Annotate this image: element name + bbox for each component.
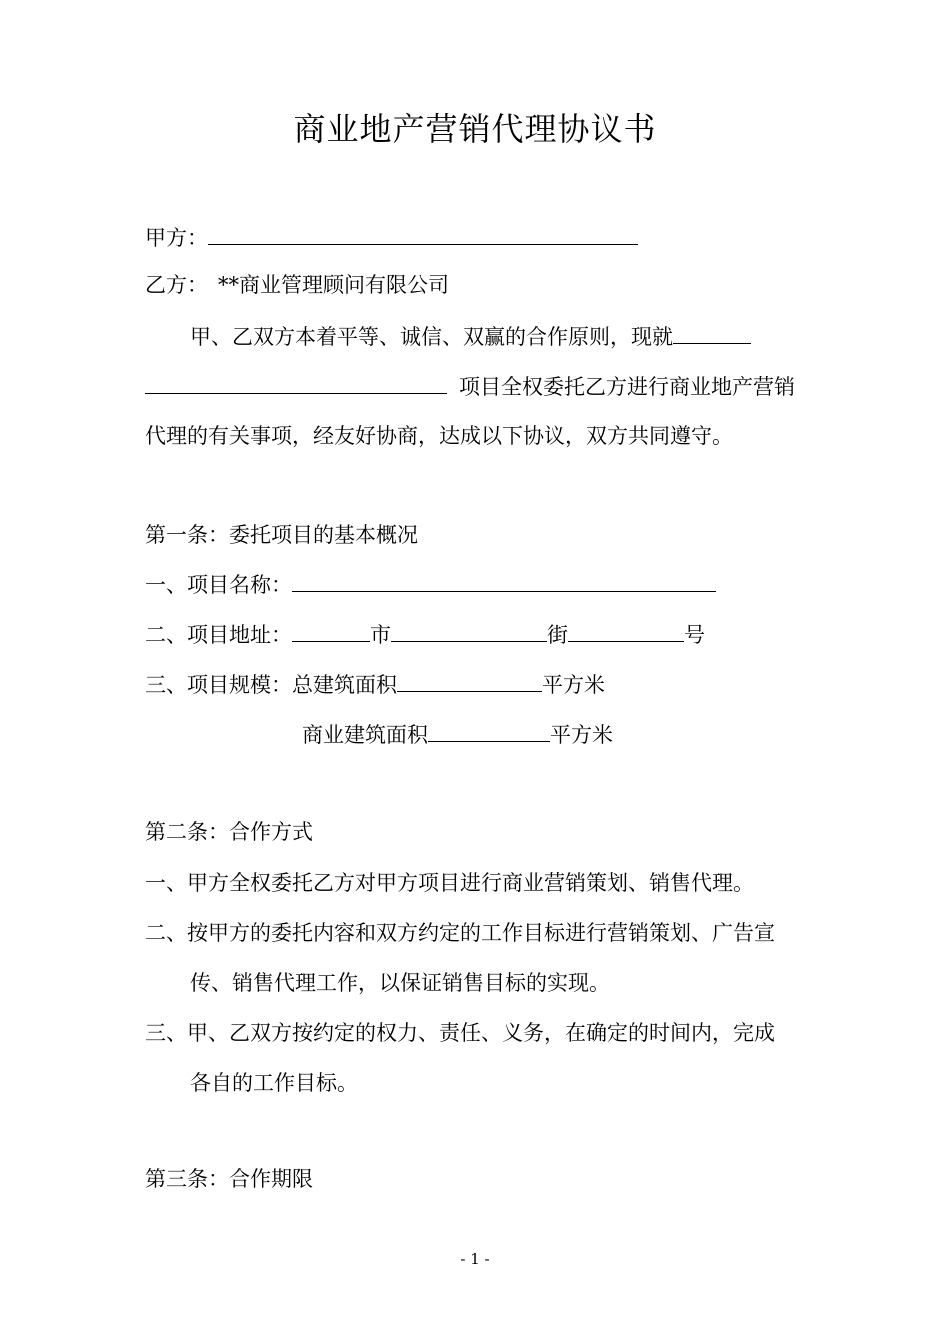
article-2-heading: 第二条：合作方式 <box>145 820 313 844</box>
intro-text-1: 甲、乙双方本着平等、诚信、双赢的合作原则，现就 <box>190 325 673 349</box>
commercial-area-label: 商业建筑面积 <box>302 723 428 747</box>
project-address-label: 二、项目地址： <box>145 623 292 647</box>
address-city-label: 市 <box>370 623 391 647</box>
project-blank-2[interactable] <box>145 371 447 394</box>
intro-text-2: 项目全权委托乙方进行商业地产营销 <box>459 375 795 399</box>
project-name-blank[interactable] <box>292 569 716 592</box>
party-a-line <box>145 222 638 253</box>
project-blank-1[interactable] <box>673 321 751 344</box>
commercial-area-line <box>302 719 613 750</box>
intro-line-1 <box>190 321 751 352</box>
total-area-unit: 平方米 <box>542 673 605 697</box>
article-3-heading: 第三条：合作期限 <box>145 1167 313 1191</box>
intro-line-3: 代理的有关事项，经友好协商，达成以下协议，双方共同遵守。 <box>145 424 733 448</box>
commercial-area-unit: 平方米 <box>550 723 613 747</box>
project-name-line <box>145 569 716 600</box>
party-a-label: 甲方： <box>145 226 208 250</box>
project-scale-line <box>145 669 605 700</box>
party-b-label: 乙方： <box>145 273 208 297</box>
party-a-blank[interactable] <box>208 222 638 245</box>
address-street-blank[interactable] <box>391 619 547 642</box>
address-number-label: 号 <box>684 623 705 647</box>
project-address-line <box>145 619 705 650</box>
commercial-area-blank[interactable] <box>428 719 550 742</box>
cooperation-item-3-line-1: 三、甲、乙双方按约定的权力、责任、义务，在确定的时间内，完成 <box>145 1021 775 1045</box>
party-b-line <box>145 270 449 300</box>
intro-line-2 <box>145 371 795 402</box>
cooperation-item-3-line-2: 各自的工作目标。 <box>190 1071 358 1095</box>
document-title: 商业地产营销代理协议书 <box>293 110 657 148</box>
address-street-label: 街 <box>547 623 568 647</box>
address-city-blank[interactable] <box>292 619 370 642</box>
article-1-heading: 第一条：委托项目的基本概况 <box>145 523 418 547</box>
project-name-label: 一、项目名称： <box>145 573 292 597</box>
cooperation-item-1: 一、甲方全权委托乙方对甲方项目进行商业营销策划、销售代理。 <box>145 871 754 895</box>
cooperation-item-2-line-1: 二、按甲方的委托内容和双方约定的工作目标进行营销策划、广告宣 <box>145 921 775 945</box>
project-scale-label: 三、项目规模：总建筑面积 <box>145 673 397 697</box>
address-number-blank[interactable] <box>568 619 684 642</box>
cooperation-item-2-line-2: 传、销售代理工作，以保证销售目标的实现。 <box>190 971 610 995</box>
page-number: - 1 - <box>460 1250 490 1268</box>
total-area-blank[interactable] <box>397 669 542 692</box>
party-b-value: **商业管理顾问有限公司 <box>218 273 449 297</box>
